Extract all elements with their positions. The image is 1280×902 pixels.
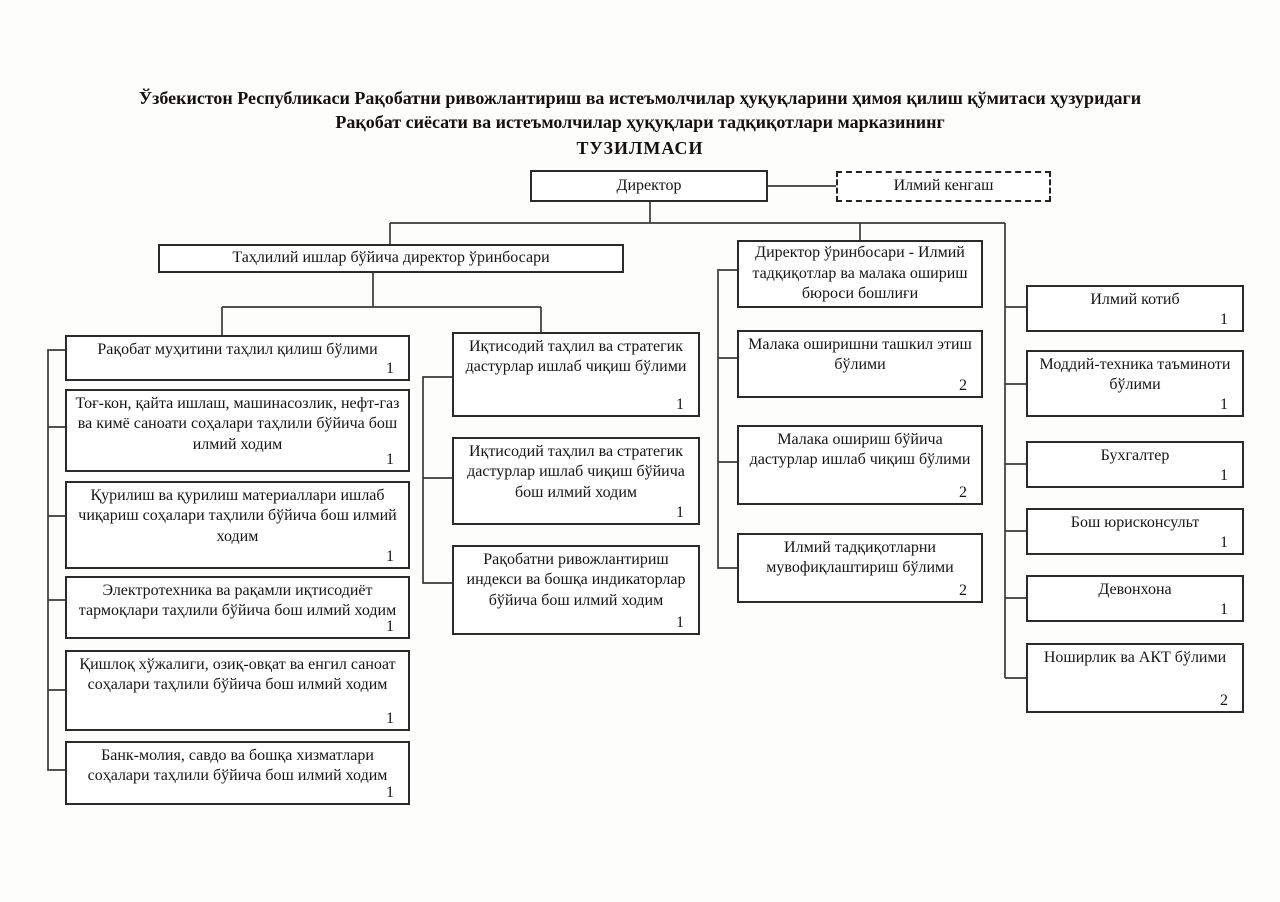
unit-staff-count: 1 xyxy=(676,503,684,521)
unit-staff-count: 1 xyxy=(386,359,394,377)
scientific-council-label: Илмий кенгаш xyxy=(893,177,994,195)
director-label: Директор xyxy=(616,176,682,194)
unit-box-analysis-2 xyxy=(65,389,410,472)
unit-box-analysis-6 xyxy=(65,741,410,805)
deputy-analytical-label: Таҳлилий ишлар бўйича директор ўринбосари xyxy=(232,249,550,267)
unit-box-economic-2 xyxy=(452,437,700,525)
deputy-research-label: Директор ўринбосари - Илмий тадқиқотлар ва малака ошириш бюроси бошлиғи xyxy=(752,244,968,303)
unit-staff-count: 1 xyxy=(1220,466,1228,484)
unit-staff-count: 1 xyxy=(386,547,394,565)
unit-staff-count: 1 xyxy=(1220,395,1228,413)
unit-staff-count: 1 xyxy=(1220,310,1228,328)
title-line-1: Ўзбекистон Республикаси Рақобатни ривожлантириш ва истеъмолчилар ҳуқуқларини ҳимоя қилиш қўмитаси ҳузуридаги xyxy=(138,88,1142,108)
unit-label: Қишлоқ хўжалиги, озиқ-овқат ва енгил саноат соҳалари таҳлили бўйича бош илмий ходим xyxy=(79,656,396,694)
unit-box-research-3 xyxy=(737,533,983,603)
connector-analytical-split xyxy=(222,273,541,335)
unit-label: Электротехника ва рақамли иқтисодиёт тармоқлари таҳлили бўйича бош илмий ходим xyxy=(78,582,397,620)
scientific-council-box xyxy=(836,171,1051,202)
unit-label: Қурилиш ва қурилиш материаллари ишлаб чиқариш соҳалари таҳлили бўйича бош илмий ходим xyxy=(78,487,397,545)
unit-box-admin-6 xyxy=(1026,643,1244,713)
unit-label: Илмий тадқиқотларни мувофиқлаштириш бўлими xyxy=(766,539,954,577)
unit-label: Малака оширишни ташкил этиш бўлими xyxy=(748,336,972,374)
unit-box-admin-2 xyxy=(1026,350,1244,417)
unit-label: Бухгалтер xyxy=(1100,447,1170,464)
unit-box-analysis-3 xyxy=(65,481,410,569)
unit-label: Илмий котиб xyxy=(1090,291,1180,308)
unit-label: Банк-молия, савдо ва бошқа хизматлари соҳалари таҳлили бўйича бош илмий ходим xyxy=(87,747,388,785)
unit-label: Иқтисодий таҳлил ва стратегик дастурлар ишлаб чиқиш бўлими xyxy=(465,338,687,376)
unit-box-economic-1 xyxy=(452,332,700,417)
unit-box-analysis-1 xyxy=(65,335,410,381)
unit-staff-count: 1 xyxy=(386,617,394,635)
connector-admin-bus xyxy=(1005,223,1026,678)
unit-box-admin-4 xyxy=(1026,508,1244,555)
director-box xyxy=(530,170,768,202)
unit-staff-count: 2 xyxy=(959,483,967,501)
unit-staff-count: 1 xyxy=(1220,533,1228,551)
unit-staff-count: 1 xyxy=(386,783,394,801)
unit-label: Ноширлик ва АКТ бўлими xyxy=(1043,649,1227,666)
unit-box-analysis-5 xyxy=(65,650,410,731)
title-line-3: ТУЗИЛМАСИ xyxy=(576,138,704,158)
unit-label: Иқтисодий таҳлил ва стратегик дастурлар ишлаб чиқиш бўйича бош илмий ходим xyxy=(467,443,685,501)
deputy-research-box xyxy=(737,240,983,308)
connector-analysis-bus xyxy=(48,350,65,770)
unit-label: Малака ошириш бўйича дастурлар ишлаб чиқиш бўлими xyxy=(749,431,971,469)
unit-staff-count: 2 xyxy=(1220,691,1228,709)
unit-box-admin-3 xyxy=(1026,441,1244,488)
title-line-2: Рақобат сиёсати ва истеъмолчилар ҳуқуқлари тадқиқотлари марказининг xyxy=(335,112,945,132)
connector-economic-bus xyxy=(423,377,452,583)
deputy-analytical-box xyxy=(158,244,624,273)
unit-staff-count: 2 xyxy=(959,376,967,394)
unit-staff-count: 2 xyxy=(959,581,967,599)
unit-box-admin-1 xyxy=(1026,285,1244,332)
unit-box-research-2 xyxy=(737,425,983,505)
unit-label: Бош юрисконсульт xyxy=(1070,514,1200,531)
unit-label: Моддий-техника таъминоти бўлими xyxy=(1039,356,1231,394)
unit-staff-count: 1 xyxy=(1220,600,1228,618)
unit-box-admin-5 xyxy=(1026,575,1244,622)
unit-staff-count: 1 xyxy=(386,709,394,727)
document-title xyxy=(0,86,1280,160)
unit-staff-count: 1 xyxy=(386,450,394,468)
unit-label: Рақобатни ривожлантириш индекси ва бошқа индикаторлар бўйича бош илмий ходим xyxy=(466,551,686,609)
unit-label: Девонхона xyxy=(1098,581,1172,598)
unit-box-research-1 xyxy=(737,330,983,398)
unit-box-economic-3 xyxy=(452,545,700,635)
unit-label: Тоғ-кон, қайта ишлаш, машинасозлик, нефт-газ ва кимё саноати соҳалари таҳлили бўйича бош илмий ходим xyxy=(75,395,400,453)
unit-staff-count: 1 xyxy=(676,395,684,413)
connector-research-bus xyxy=(718,270,737,568)
unit-label: Рақобат муҳитини таҳлил қилиш бўлими xyxy=(97,341,378,358)
unit-staff-count: 1 xyxy=(676,613,684,631)
unit-box-analysis-4 xyxy=(65,576,410,639)
